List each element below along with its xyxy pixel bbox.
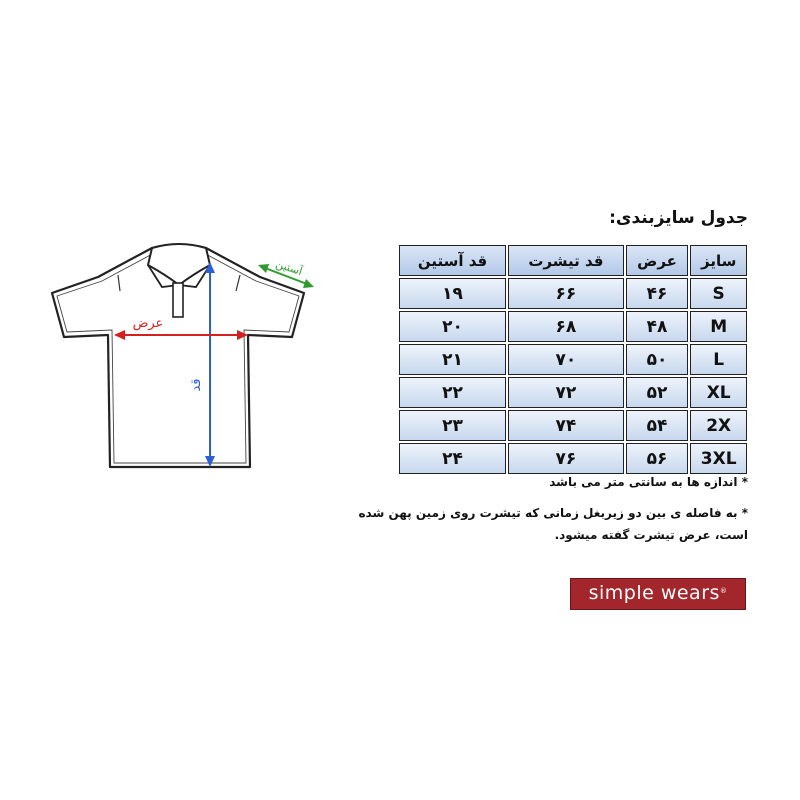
brand-logo-text: simple wears [588, 582, 720, 604]
cell-sleeve-length: ۱۹ [399, 278, 506, 309]
note-width-line-2: است، عرض تیشرت گفته میشود. [554, 528, 748, 542]
length-label: قد [189, 378, 204, 392]
cell-shirt-length: ۷۶ [508, 443, 624, 474]
note-width-definition [358, 502, 748, 546]
table-row [399, 278, 747, 309]
cell-size: 3XL [690, 443, 747, 474]
cell-shirt-length: ۷۲ [508, 377, 624, 408]
table-row [399, 344, 747, 375]
header-size: سایز [690, 245, 747, 276]
cell-size: L [690, 344, 747, 375]
table-header-row [399, 245, 747, 276]
cell-width: ۵۰ [626, 344, 689, 375]
cell-width: ۴۸ [626, 311, 689, 342]
cell-sleeve-length: ۲۲ [399, 377, 506, 408]
placket [173, 283, 183, 317]
cell-shirt-length: ۶۶ [508, 278, 624, 309]
note-width-line-1: * به فاصله ی بین دو زیربغل زمانی که تیشرت روی زمین پهن شده [358, 506, 748, 520]
cell-width: ۵۲ [626, 377, 689, 408]
table-row [399, 410, 747, 441]
header-sleeve-length: قد آستین [399, 245, 506, 276]
cell-size: XL [690, 377, 747, 408]
size-table [397, 243, 749, 476]
header-width: عرض [626, 245, 689, 276]
table-row [399, 311, 747, 342]
sleeve-label: آستین [274, 257, 305, 279]
cell-sleeve-length: ۲۴ [399, 443, 506, 474]
registered-mark: ® [719, 587, 728, 595]
cell-size: S [690, 278, 747, 309]
table-row [399, 443, 747, 474]
note-units: * اندازه ها به سانتی متر می باشد [549, 475, 748, 489]
cell-size: M [690, 311, 747, 342]
cell-size: 2X [690, 410, 747, 441]
table-row [399, 377, 747, 408]
size-table-title: جدول سایزبندی: [609, 208, 748, 228]
cell-width: ۵۶ [626, 443, 689, 474]
cell-width: ۵۴ [626, 410, 689, 441]
brand-logo [570, 578, 746, 610]
cell-shirt-length: ۶۸ [508, 311, 624, 342]
width-label: عرض [132, 316, 164, 331]
shirt-diagram [40, 235, 330, 485]
cell-sleeve-length: ۲۱ [399, 344, 506, 375]
cell-sleeve-length: ۲۳ [399, 410, 506, 441]
cell-width: ۴۶ [626, 278, 689, 309]
cell-shirt-length: ۷۴ [508, 410, 624, 441]
cell-shirt-length: ۷۰ [508, 344, 624, 375]
header-shirt-length: قد تیشرت [508, 245, 624, 276]
cell-sleeve-length: ۲۰ [399, 311, 506, 342]
